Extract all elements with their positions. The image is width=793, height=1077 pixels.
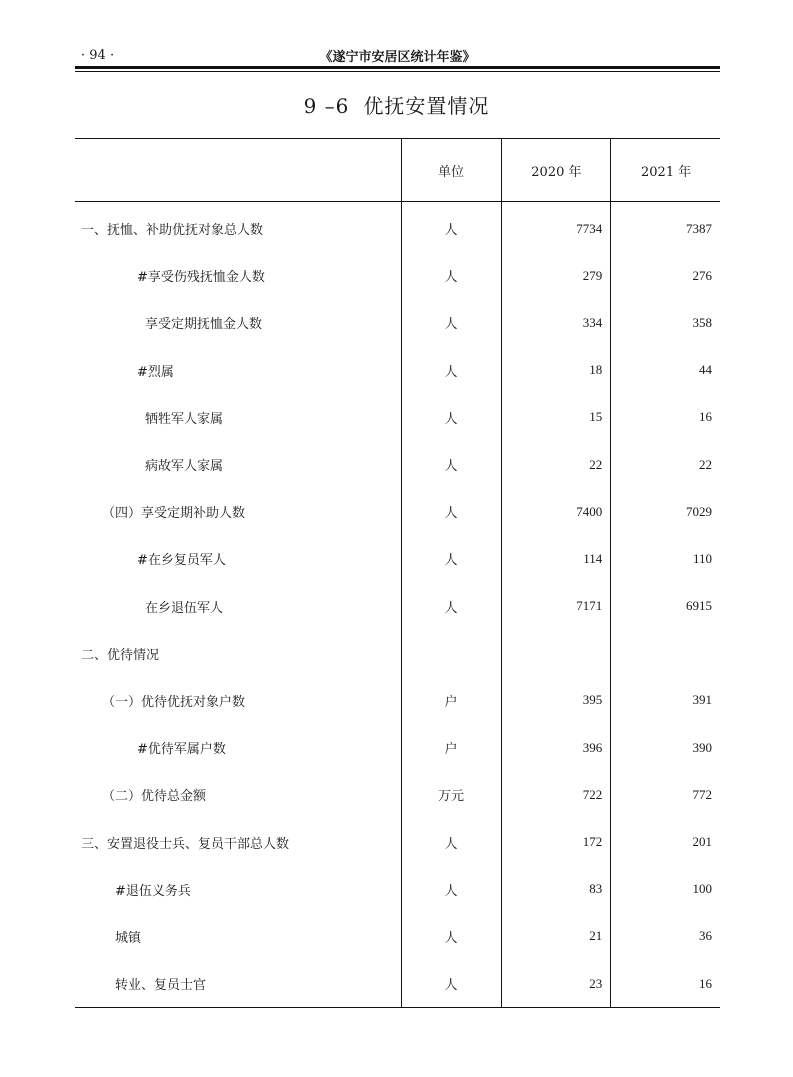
row-label: 一、抚恤、补助优抚对象总人数 xyxy=(81,223,264,239)
book-title: 《遂宁市安居区统计年鉴》 xyxy=(319,50,476,65)
row-value-2021: 772 xyxy=(611,771,720,818)
table-row xyxy=(75,818,720,865)
row-unit: 万元 xyxy=(401,771,501,818)
row-unit: 人 xyxy=(401,913,501,960)
row-value-2021: 44 xyxy=(611,347,720,394)
row-value-2020: 22 xyxy=(501,441,611,488)
row-value-2021: 7387 xyxy=(611,202,720,253)
row-unit: 人 xyxy=(401,535,501,582)
row-unit: 户 xyxy=(401,677,501,724)
row-unit: 人 xyxy=(401,441,501,488)
row-value-2021: 201 xyxy=(611,818,720,865)
row-value-2020: 23 xyxy=(501,960,611,1008)
table-row xyxy=(75,299,720,346)
row-value-2020: 7400 xyxy=(501,488,611,535)
table-row xyxy=(75,771,720,818)
row-unit: 人 xyxy=(401,299,501,346)
row-unit: 户 xyxy=(401,724,501,771)
row-value-2020: 83 xyxy=(501,866,611,913)
table-row xyxy=(75,441,720,488)
row-label: #在乡复员军人 xyxy=(137,553,226,569)
row-label: 城镇 xyxy=(115,930,142,946)
table-row xyxy=(75,583,720,630)
row-label: 享受定期抚恤金人数 xyxy=(145,317,263,333)
table-row xyxy=(75,252,720,299)
row-value-2021: 276 xyxy=(611,252,720,299)
row-value-2021: 22 xyxy=(611,441,720,488)
row-value-2021: 391 xyxy=(611,677,720,724)
row-unit: 人 xyxy=(401,866,501,913)
row-label: 病故军人家属 xyxy=(145,459,224,475)
row-label: （四）享受定期补助人数 xyxy=(102,506,246,522)
row-value-2021: 7029 xyxy=(611,488,720,535)
row-unit: 人 xyxy=(401,394,501,441)
row-value-2020: 15 xyxy=(501,394,611,441)
row-value-2020 xyxy=(501,630,611,677)
row-label: （二）优待总金额 xyxy=(102,789,207,805)
table-title xyxy=(0,90,793,119)
row-value-2020: 7734 xyxy=(501,202,611,253)
row-label: #享受伤残抚恤金人数 xyxy=(137,270,265,286)
table-row xyxy=(75,535,720,582)
table-number: 9 –6 xyxy=(303,94,350,118)
header-cell-2021: 2021 年 xyxy=(611,139,720,202)
row-unit: 人 xyxy=(401,818,501,865)
row-label: （一）优待优抚对象户数 xyxy=(102,694,246,710)
table-row xyxy=(75,347,720,394)
row-label: 二、优待情况 xyxy=(81,647,160,663)
table-row xyxy=(75,866,720,913)
row-value-2020: 396 xyxy=(501,724,611,771)
row-value-2020: 7171 xyxy=(501,583,611,630)
row-value-2020: 395 xyxy=(501,677,611,724)
header-cell-2020: 2020 年 xyxy=(501,139,611,202)
row-unit: 人 xyxy=(401,347,501,394)
row-unit: 人 xyxy=(401,202,501,253)
header-cell-item xyxy=(75,139,401,202)
table-row xyxy=(75,724,720,771)
row-value-2021: 16 xyxy=(611,960,720,1008)
row-value-2020: 172 xyxy=(501,818,611,865)
table-title-text: 优抚安置情况 xyxy=(363,94,490,118)
table-row xyxy=(75,394,720,441)
row-unit: 人 xyxy=(401,960,501,1008)
table-row xyxy=(75,960,720,1008)
row-value-2021: 6915 xyxy=(611,583,720,630)
row-value-2020: 722 xyxy=(501,771,611,818)
row-value-2020: 114 xyxy=(501,535,611,582)
row-value-2020: 334 xyxy=(501,299,611,346)
row-unit: 人 xyxy=(401,488,501,535)
row-value-2021: 16 xyxy=(611,394,720,441)
header-rule-thick xyxy=(75,66,720,69)
row-value-2020: 18 xyxy=(501,347,611,394)
row-label: 在乡退伍军人 xyxy=(145,600,224,616)
row-label: #烈属 xyxy=(137,364,174,380)
row-unit xyxy=(401,630,501,677)
row-unit: 人 xyxy=(401,252,501,299)
row-value-2021 xyxy=(611,630,720,677)
table-row xyxy=(75,202,720,253)
row-unit: 人 xyxy=(401,583,501,630)
row-label: 三、安置退役士兵、复员干部总人数 xyxy=(81,836,290,852)
row-value-2021: 110 xyxy=(611,535,720,582)
header-rule-thin xyxy=(75,71,720,72)
row-label: 牺牲军人家属 xyxy=(145,411,224,427)
row-value-2021: 358 xyxy=(611,299,720,346)
row-label: #优待军属户数 xyxy=(137,742,226,758)
table-row xyxy=(75,630,720,677)
page-number: · 94 · xyxy=(81,48,115,63)
table-row xyxy=(75,677,720,724)
header-cell-unit: 单位 xyxy=(401,139,501,202)
row-value-2021: 390 xyxy=(611,724,720,771)
row-value-2020: 21 xyxy=(501,913,611,960)
row-label: #退伍义务兵 xyxy=(115,883,191,899)
row-value-2021: 36 xyxy=(611,913,720,960)
table-header-row xyxy=(75,139,720,202)
running-header xyxy=(75,44,720,64)
stats-table xyxy=(75,138,720,1008)
table-row xyxy=(75,913,720,960)
table-row xyxy=(75,488,720,535)
row-value-2020: 279 xyxy=(501,252,611,299)
row-label: 转业、复员士官 xyxy=(75,960,401,1008)
row-value-2021: 100 xyxy=(611,866,720,913)
